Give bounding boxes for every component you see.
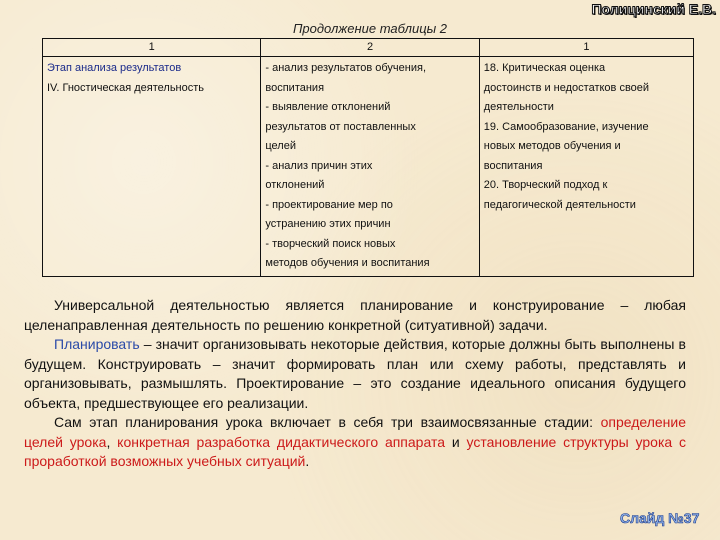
action-line: - творческий поиск новых: [265, 237, 396, 250]
competency-line: достоинств и недостатков своей: [483, 81, 650, 94]
stage-separator: и: [444, 433, 467, 450]
action-line: - анализ результатов обучения,: [265, 62, 427, 74]
action-line: отклонений: [265, 179, 325, 191]
stage-didactic-apparatus: конкретная разработка дидактического аппарата: [117, 433, 445, 450]
action-line: целей: [265, 140, 296, 152]
actions-cell: [261, 57, 479, 277]
table-header-row: [43, 39, 694, 57]
competency-line: педагогической деятельности: [483, 198, 636, 211]
action-line: - анализ причин этих: [265, 159, 373, 172]
action-line: воспитания: [265, 81, 325, 94]
stage-separator: ,: [106, 433, 118, 450]
header-cell-3: 1: [479, 39, 693, 57]
stages-end: .: [305, 453, 310, 469]
stages-intro: Сам этап планирования урока включает в себя три взаимосвязанные стадии:: [54, 414, 593, 430]
stage-title: Этап анализа результатов: [47, 62, 182, 74]
competency-line: 20. Творческий подход к: [483, 179, 608, 191]
header-cell-1: 1: [43, 39, 261, 57]
stage-cell: [43, 57, 261, 277]
header-cell-2: 2: [261, 39, 479, 57]
stage-lesson-structure: установление структуры урока с проработкой возможных учебных ситуаций: [24, 433, 687, 469]
term-planning: Планировать: [54, 336, 140, 352]
body-text: [24, 296, 686, 472]
action-line: результатов от поставленных: [265, 120, 416, 133]
action-line: - выявление отклонений: [265, 101, 391, 113]
action-line: методов обучения и воспитания: [265, 257, 430, 269]
continuation-table: [42, 38, 694, 277]
paragraph-universal-activity: Универсальной деятельностью является планирование и конструирование – любая целенаправленная деятельность по решению конкретной (ситуативной) задачи.: [24, 297, 686, 333]
slide-number: Слайд №37: [620, 510, 700, 526]
stage-goals: определение целей урока: [24, 414, 687, 450]
table-caption: Продолжение таблицы 2: [292, 21, 448, 36]
action-line: устранению этих причин: [265, 218, 391, 230]
competency-line: 18. Критическая оценка: [483, 62, 606, 74]
competencies-cell: [479, 57, 693, 277]
competency-line: воспитания: [483, 159, 543, 172]
action-line: - проектирование мер по: [265, 198, 393, 211]
planning-definition: – значит организовывать некоторые действия, которые должны быть выполнены в будущем. Конструировать – значит формировать план или схему работы, представлять и организовывать, размышлять. Проектирование – это создание идеального описания будущего объекта, предшествующее его реализации.: [24, 336, 686, 411]
competency-line: деятельности: [483, 101, 554, 113]
stage-activity: IV. Гностическая деятельность: [47, 81, 205, 94]
paragraph-planning: [24, 335, 686, 413]
competency-line: 19. Самообразование, изучение: [483, 120, 649, 133]
paragraph-stages: [24, 413, 686, 472]
competency-line: новых методов обучения и: [483, 140, 621, 152]
table-row: [43, 57, 694, 277]
author-name: Полицинский Е.В.: [591, 1, 716, 17]
